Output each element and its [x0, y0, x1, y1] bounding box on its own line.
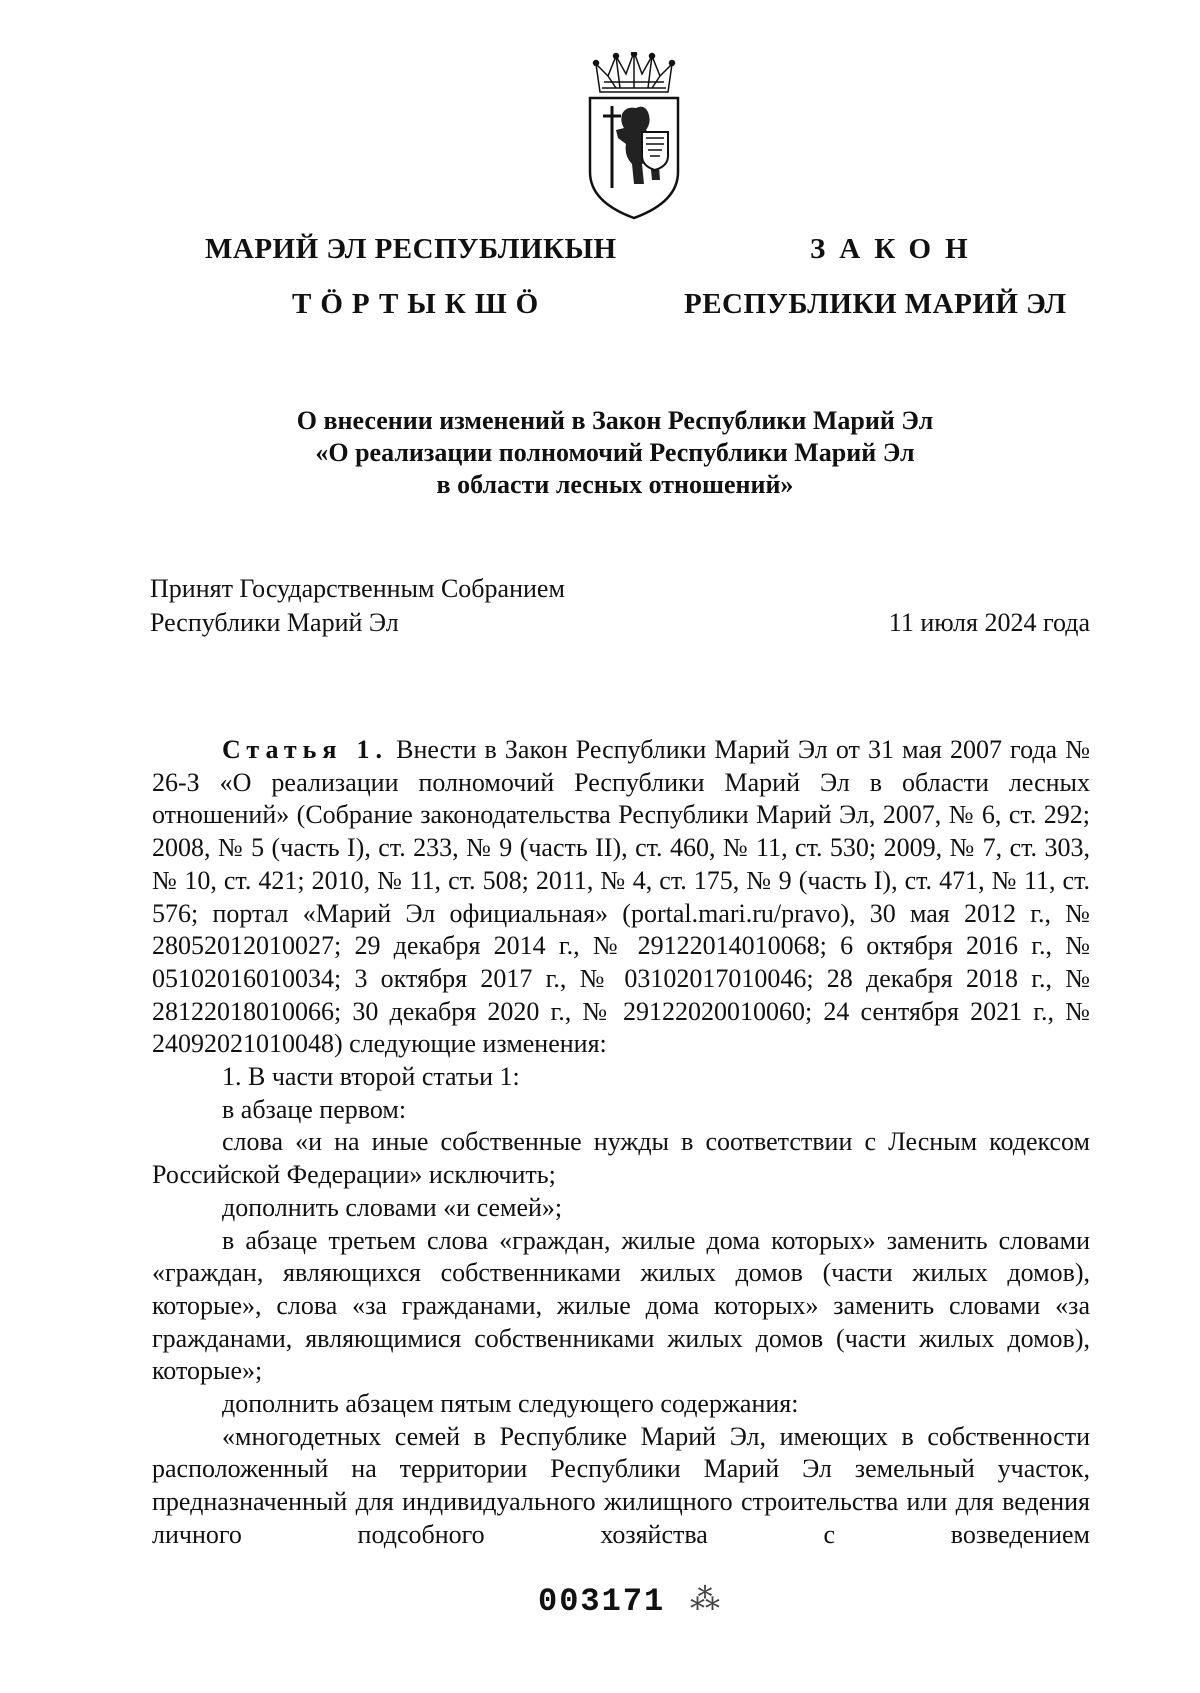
header-left-line1: МАРИЙ ЭЛ РЕСПУБЛИКЫН [205, 233, 617, 265]
adopted-block [150, 572, 565, 640]
law-title-line1: О внесении изменений в Закон Республики Марий Эл [296, 406, 934, 435]
adoption-date: 11 июля 2024 года [888, 608, 1090, 637]
article1-heading: Статья 1. [222, 735, 389, 764]
paragraph-2: в абзаце первом: [222, 1094, 407, 1124]
header-right-line1: ЗАКОН [810, 233, 982, 265]
paragraph-1: 1. В части второй статьи 1: [222, 1062, 520, 1092]
adopted-line1: Принят Государственным Собранием [150, 574, 565, 603]
paragraph-6: дополнить абзацем пятым следующего содержания: [222, 1389, 799, 1419]
paragraph-5: в абзаце третьем слова «граждан, жилые дома которых» заменить словами «граждан, являющихся собственниками жилых домов (части жилых домов), которые», слова «за гражданами, жилые дома которых» заменить словами «за гражданами, являющимися собственниками жилых домов (части жилых домов), которые»; [152, 1225, 1090, 1386]
article-body [152, 734, 1090, 1552]
header-right-line2: РЕСПУБЛИКИ МАРИЙ ЭЛ [684, 288, 1067, 320]
paragraph-3: слова «и на иные собственные нужды в соответствии с Лесным кодексом Российской Федерации» исключить; [152, 1127, 1090, 1190]
article1-intro-text: Внести в Закон Республики Марий Эл от 31 мая 2007 года № 26-З «О реализации полномочий Республики Марий Эл в области лесных отношений» (Собрание законодательства Республики Марий Эл, 2007, № 6, ст. 292; 2008, № 5 (часть I), ст. 233, № 9 (часть II), ст. 460, № 11, ст. 530; 2009, № 7, ст. 303, № 10, ст. 421; 2010, № 11, ст. 508; 2011, № 4, ст. 175, № 9 (часть I), ст. 471, № 11, ст. 576; портал «Марий Эл официальная» (portal.mari.ru/pravo), 30 мая 2012 г., № 28052012010027; 29 декабря 2014 г., № 29122014010068; 6 октября 2016 г., № 05102016010034; 3 октября 2017 г., № 03102017010046; 28 декабря 2018 г., № 28122018010066; 30 декабря 2020 г., № 29122020010060; 24 сентября 2021 г., № 24092021010048) следующие изменения: [152, 735, 1090, 1059]
law-title-line2: «О реализации полномочий Республики Марий Эл [315, 438, 915, 467]
serial-number: 003171 [538, 1583, 666, 1620]
paragraph-4: дополнить словами «и семей»; [222, 1192, 563, 1222]
header-left-line2: ТӦРТЫКШӦ [292, 288, 548, 320]
adopted-line2: Республики Марий Эл [150, 608, 399, 637]
law-title-line3: в области лесных отношений» [436, 470, 794, 499]
crown-icon [594, 52, 675, 92]
law-title [150, 405, 1080, 501]
article1-intro [152, 734, 1090, 1061]
coat-of-arms-emblem [586, 52, 682, 220]
asterisk-icon: ⁂ [690, 1583, 720, 1616]
paragraph-7: «многодетных семей в Республике Марий Эл, имеющих в собственности расположенный на территории Республики Марий Эл земельный участок, предназначенный для индивидуального жилищного строительства или для ведения личного подсобного хозяйства с возведением [152, 1421, 1090, 1549]
